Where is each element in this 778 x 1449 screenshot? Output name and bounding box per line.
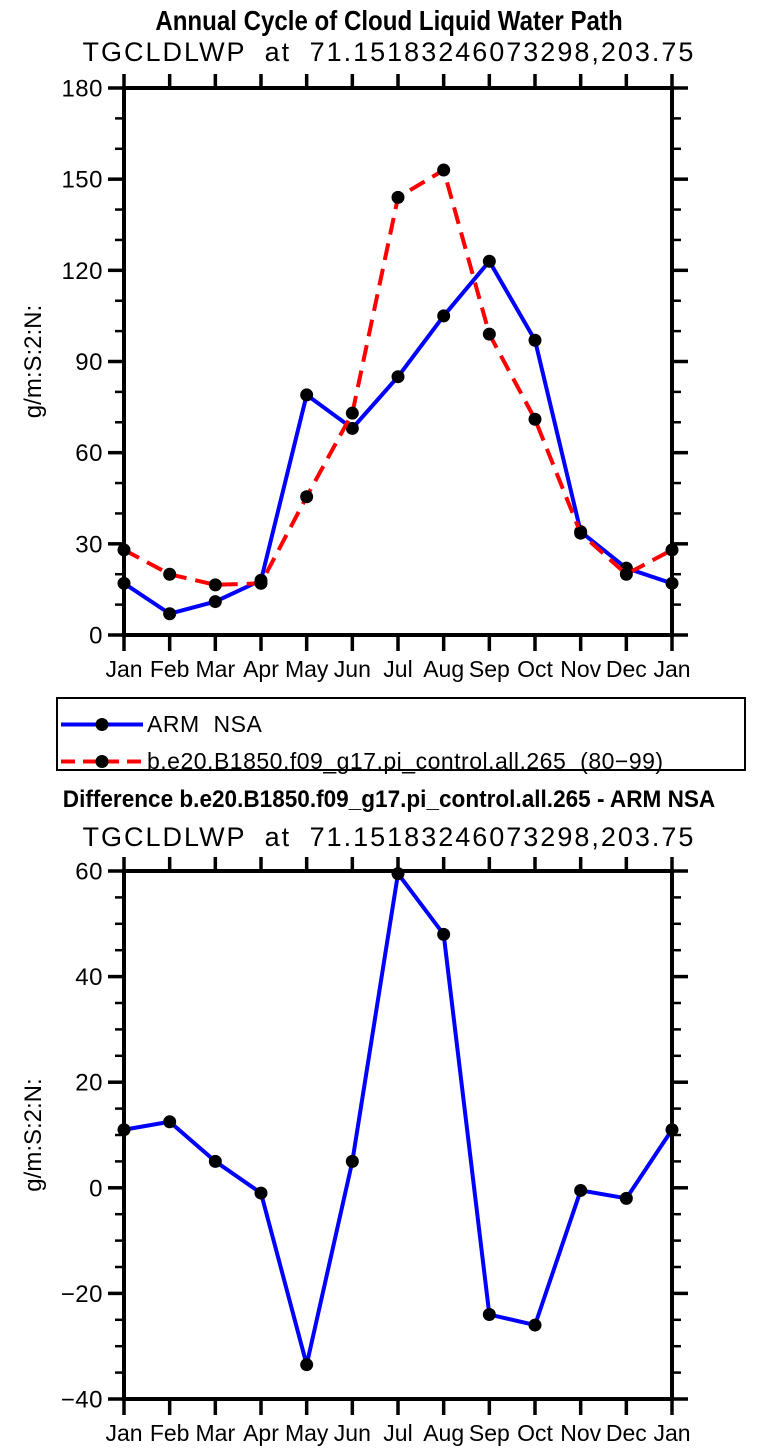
data-point-marker [346,1155,359,1168]
x-tick-label: Dec [605,656,647,682]
x-tick-label: Sep [468,656,510,682]
top-chart-subtitle: TGCLDLWP at 71.15183246073298,203.75 [82,37,696,67]
data-point-marker [209,1155,222,1168]
y-tick-label: 0 [89,622,103,650]
data-point-marker [118,543,131,556]
data-point-marker [392,370,405,383]
y-tick-label: 90 [75,349,103,376]
y-tick-label: −20 [60,1280,103,1308]
data-point-marker [529,413,542,426]
y-tick-label: 0 [89,1175,103,1203]
data-point-marker [437,164,450,177]
x-tick-label: Nov [560,656,602,682]
chart-group [20,857,691,1446]
data-point-marker [163,1115,176,1128]
data-point-marker [666,577,679,590]
y-axis-label: g/m:S:2:N: [20,304,47,419]
plot-border [124,871,672,1399]
data-point-marker [666,543,679,556]
data-point-marker [255,577,268,590]
y-tick-label: 20 [75,1069,103,1097]
x-tick-label: Jan [105,1420,143,1446]
x-tick-label: Jun [333,656,371,682]
x-tick-label: Nov [560,1420,602,1446]
y-tick-label: 180 [61,75,103,103]
x-tick-label: Jan [653,656,691,682]
data-point-marker [392,867,405,880]
data-point-marker [620,1192,633,1205]
plot-border [124,88,672,635]
x-tick-label: Sep [468,1420,510,1446]
chart-group [20,74,691,682]
x-tick-label: Dec [605,1420,647,1446]
y-tick-label: 120 [61,257,103,285]
data-point-marker [346,407,359,420]
y-tick-label: 60 [75,440,103,468]
legend-label-arm-nsa: ARM NSA [147,710,263,737]
y-tick-label: 40 [75,964,103,992]
data-point-marker [574,527,587,540]
x-tick-label: Apr [243,656,279,682]
data-point-marker [483,255,496,268]
legend-line-solid-icon [60,716,144,733]
legend-line-dashed-icon [60,753,144,770]
x-tick-label: Feb [149,1420,190,1446]
x-tick-label: Jul [383,1420,413,1446]
data-point-marker [483,328,496,341]
series-line-solid [124,261,672,614]
y-axis-label: g/m:S:2:N: [20,1078,47,1192]
x-tick-label: Mar [195,1420,236,1446]
legend-entry-arm-nsa [60,710,262,738]
data-point-marker [574,1184,587,1197]
x-tick-label: Oct [517,1420,553,1446]
data-point-marker [209,578,222,591]
series-line-solid [124,874,672,1365]
data-point-marker [437,928,450,941]
data-point-marker [118,577,131,590]
top-chart-title: Annual Cycle of Cloud Liquid Water Path [155,5,623,36]
x-tick-label: Jan [105,656,143,682]
diff-chart-title: Difference b.e20.B1850.f09_g17.pi_control.all.265 - ARM NSA [62,786,716,813]
x-tick-label: May [284,656,329,682]
data-point-marker [255,1187,268,1200]
x-tick-label: Aug [423,1420,465,1446]
y-tick-label: 30 [75,531,103,559]
data-point-marker [300,490,313,503]
data-point-marker [437,309,450,322]
data-point-marker [163,607,176,620]
data-point-marker [392,191,405,204]
x-tick-label: Feb [149,656,190,682]
data-point-marker [118,1123,131,1136]
x-tick-label: Jun [333,1420,371,1446]
x-tick-label: Apr [243,1420,279,1446]
y-tick-label: −40 [60,1386,103,1414]
data-point-marker [529,1319,542,1332]
legend-label-model: b.e20.B1850.f09_g17.pi_control.all.265 (80−99) [147,747,664,774]
x-tick-label: Oct [517,656,553,682]
x-tick-label: Mar [195,656,236,682]
data-point-marker [209,595,222,608]
x-tick-label: Jan [653,1420,691,1446]
data-point-marker [483,1308,496,1321]
diff-chart-subtitle: TGCLDLWP at 71.15183246073298,203.75 [82,822,696,852]
x-tick-label: May [284,1420,329,1446]
y-tick-label: 60 [75,858,103,886]
data-point-marker [529,334,542,347]
x-tick-label: Jul [383,656,413,682]
data-point-marker [666,1123,679,1136]
data-point-marker [300,1358,313,1371]
data-point-marker [300,388,313,401]
y-tick-label: 150 [61,166,103,194]
legend-box [56,697,746,774]
legend-entry-model [60,747,664,775]
x-tick-label: Aug [423,656,465,682]
data-point-marker [163,568,176,581]
data-point-marker [620,568,633,581]
